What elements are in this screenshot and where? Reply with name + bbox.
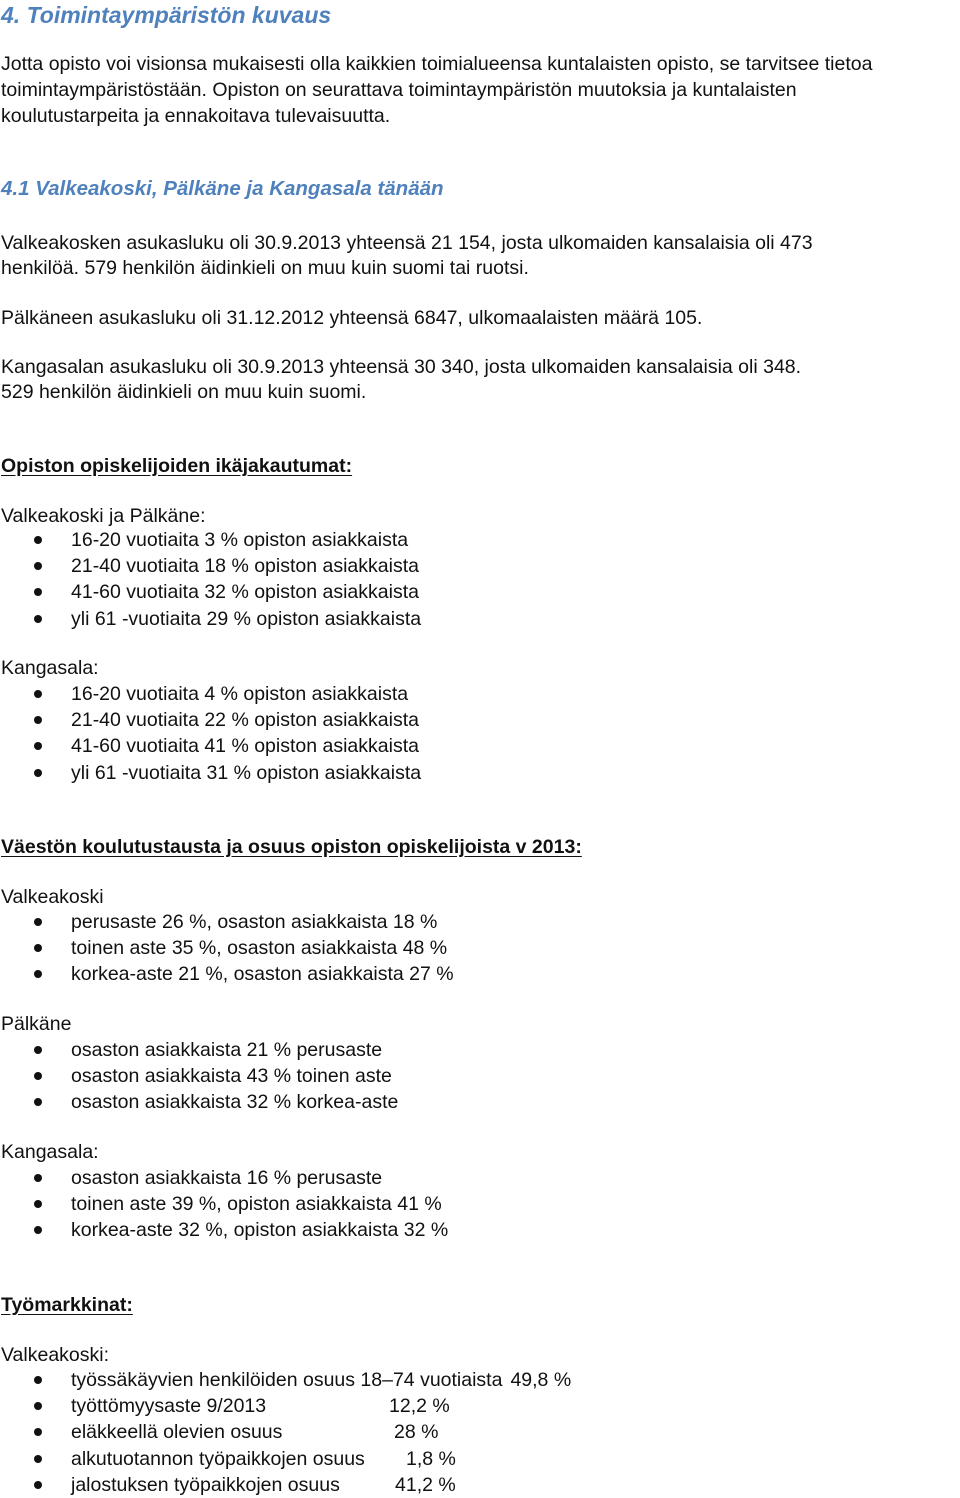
labor-section-title: Työmarkkinat: [1, 1294, 133, 1316]
list-item: perusaste 26 %, osaston asiakkaista 18 % [0, 909, 454, 935]
education-section-title: Väestön koulutustausta ja osuus opiston opiskelijoista v 2013: [1, 836, 582, 858]
bullet-icon [34, 562, 42, 570]
valkeakoski-population-line-1: Valkeakosken asukasluku oli 30.9.2013 yhteensä 21 154, josta ulkomaiden kansalaisia oli 473 [1, 232, 813, 254]
bullet-icon [34, 1376, 42, 1384]
intro-line-2: toimintaympäristöstään. Opiston on seurattava toimintaympäristön muutoksia ja kuntalaisten [1, 79, 797, 101]
bullet-icon [34, 970, 42, 978]
age-group-label-kangasala: Kangasala: [1, 657, 99, 679]
education-group-label-palkane: Pälkäne [1, 1013, 72, 1035]
palkane-population: Pälkäneen asukasluku oli 31.12.2012 yhteensä 6847, ulkomaalaisten määrä 105. [1, 307, 703, 329]
age-list-valkeakoski-palkane [0, 527, 421, 632]
education-group-label-kangasala: Kangasala: [1, 1141, 99, 1163]
labor-item-value: 49,8 % [510, 1369, 572, 1391]
labor-item-value: 1,8 % [406, 1447, 456, 1470]
intro-line-3: koulutustarpeita ja ennakoitava tulevaisuutta. [1, 105, 391, 127]
bullet-icon [34, 588, 42, 596]
labor-item-value: 12,2 % [389, 1395, 450, 1418]
labor-item-label: alkutuotannon työpaikkojen osuus [71, 1447, 365, 1470]
bullet-icon [34, 1481, 42, 1489]
bullet-icon [34, 716, 42, 724]
age-list-kangasala [0, 681, 421, 786]
list-item: 41-60 vuotiaita 41 % opiston asiakkaista [0, 733, 421, 759]
labor-group-label-valkeakoski: Valkeakoski: [1, 1344, 110, 1366]
list-item: osaston asiakkaista 21 % perusaste [0, 1037, 398, 1063]
bullet-icon [34, 1174, 42, 1182]
list-item: 16-20 vuotiaita 4 % opiston asiakkaista [0, 681, 421, 707]
bullet-icon [34, 1428, 42, 1436]
list-item: toinen aste 39 %, opiston asiakkaista 41 % [0, 1191, 448, 1217]
list-item [0, 1367, 571, 1393]
bullet-icon [34, 944, 42, 952]
list-item [0, 1393, 571, 1419]
list-item: 16-20 vuotiaita 3 % opiston asiakkaista [0, 527, 421, 553]
labor-list-valkeakoski [0, 1367, 571, 1498]
bullet-icon [34, 615, 42, 623]
intro-line-1: Jotta opisto voi visionsa mukaisesti olla kaikkien toimialueensa kuntalaisten opisto, se tarvitsee tietoa [1, 53, 873, 75]
labor-item-value: 41,2 % [395, 1473, 456, 1496]
bullet-icon [34, 769, 42, 777]
labor-item-label: työssäkäyvien henkilöiden osuus 18–74 vuotiaista [71, 1369, 503, 1391]
education-list-valkeakoski [0, 909, 454, 988]
list-item: korkea-aste 32 %, opiston asiakkaista 32 % [0, 1217, 448, 1243]
bullet-icon [34, 1455, 42, 1463]
bullet-icon [34, 1046, 42, 1054]
education-list-kangasala [0, 1165, 448, 1244]
bullet-icon [34, 1098, 42, 1106]
labor-item-label: jalostuksen työpaikkojen osuus [71, 1473, 340, 1496]
age-group-label-valkeakoski-palkane: Valkeakoski ja Pälkäne: [1, 505, 206, 527]
list-item: 21-40 vuotiaita 18 % opiston asiakkaista [0, 553, 421, 579]
list-item: korkea-aste 21 %, osaston asiakkaista 27 % [0, 961, 454, 987]
list-item: 21-40 vuotiaita 22 % opiston asiakkaista [0, 707, 421, 733]
section-heading: 4. Toimintaympäristön kuvaus [1, 2, 332, 28]
list-item: osaston asiakkaista 43 % toinen aste [0, 1063, 398, 1089]
labor-item-label: työttömyysaste 9/2013 [71, 1395, 267, 1418]
list-item [0, 1419, 571, 1445]
labor-item-label: eläkkeellä olevien osuus [71, 1421, 283, 1444]
bullet-icon [34, 742, 42, 750]
kangasala-population-line-1: Kangasalan asukasluku oli 30.9.2013 yhteensä 30 340, josta ulkomaiden kansalaisia oli 348. [1, 356, 802, 378]
bullet-icon [34, 690, 42, 698]
list-item: yli 61 -vuotiaita 31 % opiston asiakkaista [0, 760, 421, 786]
subsection-heading: 4.1 Valkeakoski, Pälkäne ja Kangasala tänään [1, 177, 444, 200]
bullet-icon [34, 1200, 42, 1208]
bullet-icon [34, 1226, 42, 1234]
kangasala-population-line-2: 529 henkilön äidinkieli on muu kuin suomi. [1, 381, 367, 403]
list-item: 41-60 vuotiaita 32 % opiston asiakkaista [0, 579, 421, 605]
list-item: osaston asiakkaista 16 % perusaste [0, 1165, 448, 1191]
education-group-label-valkeakoski: Valkeakoski [1, 886, 104, 908]
list-item: toinen aste 35 %, osaston asiakkaista 48 % [0, 935, 454, 961]
age-section-title: Opiston opiskelijoiden ikäjakautumat: [1, 455, 353, 477]
valkeakoski-population-line-2: henkilöä. 579 henkilön äidinkieli on muu kuin suomi tai ruotsi. [1, 257, 529, 279]
list-item: osaston asiakkaista 32 % korkea-aste [0, 1089, 398, 1115]
list-item: yli 61 -vuotiaita 29 % opiston asiakkaista [0, 606, 421, 632]
bullet-icon [34, 1072, 42, 1080]
list-item [0, 1446, 571, 1472]
bullet-icon [34, 536, 42, 544]
list-item [0, 1472, 571, 1498]
bullet-icon [34, 918, 42, 926]
education-list-palkane [0, 1037, 398, 1116]
labor-item-value: 28 % [394, 1421, 439, 1444]
bullet-icon [34, 1402, 42, 1410]
